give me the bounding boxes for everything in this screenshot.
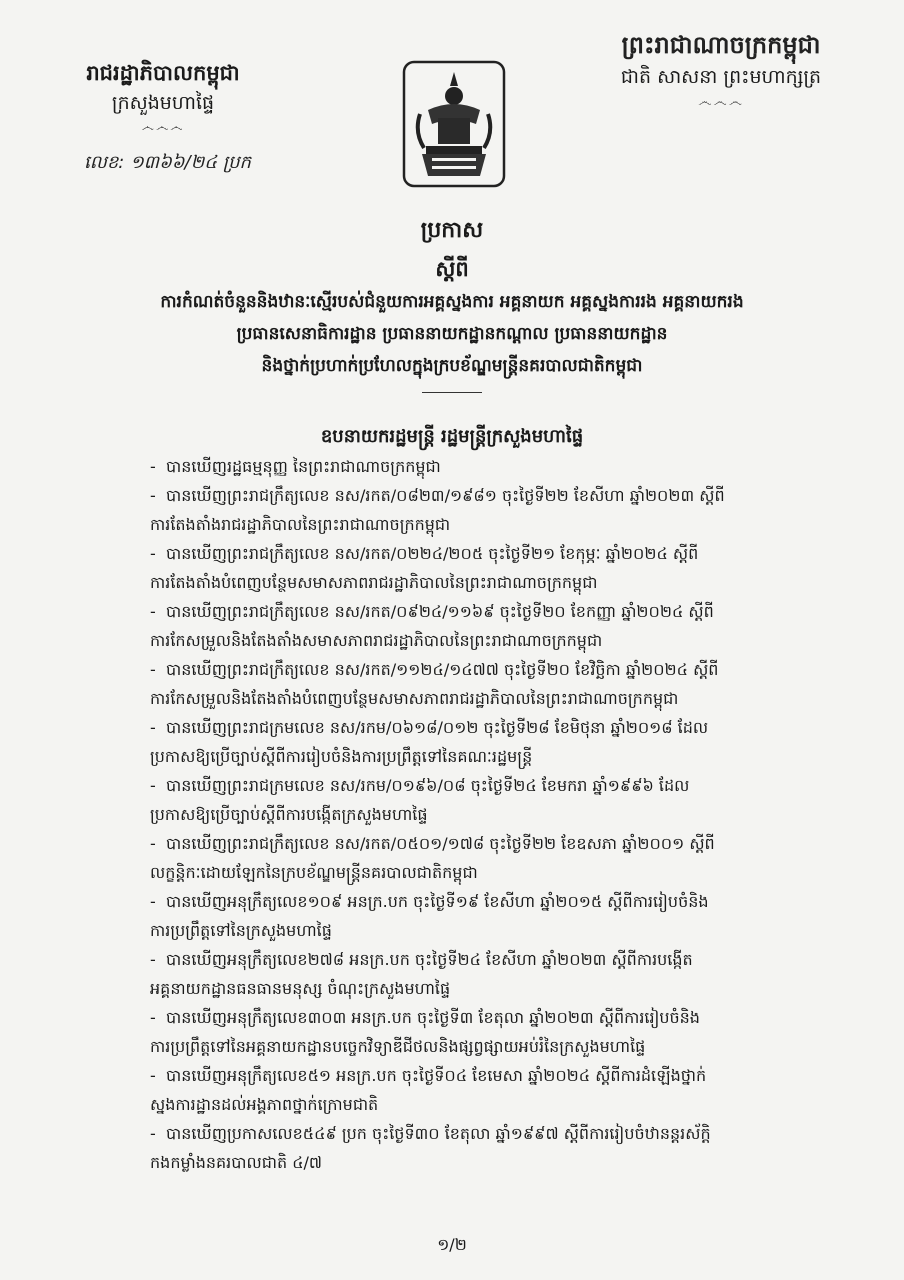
list-item: - បានឃើញប្រកាសលេខ៥៤៩ ប្រក ចុះថ្ងៃទី៣០ ខែតុលា ឆ្នាំ១៩៩៧ ស្ដីពីការរៀបចំឋានន្តរស័ក្តិ bbox=[150, 1124, 711, 1143]
list-item-continuation: អគ្គនាយកដ្ឋានធនធានមនុស្ស ចំណុះក្រសួងមហាផ្ទៃ bbox=[150, 979, 451, 998]
issuing-authority: ឧបនាយករដ្ឋមន្ត្រី រដ្ឋមន្ត្រីក្រសួងមហាផ្ទៃ bbox=[320, 426, 584, 447]
ministry-header bbox=[58, 58, 268, 135]
list-item-continuation: ការប្រព្រឹត្តទៅនៃក្រសួងមហាផ្ទៃ bbox=[150, 921, 332, 940]
list-item: - បានឃើញព្រះរាជក្រឹត្យលេខ នស/រកត/០៥០១/១៧៨ ចុះថ្ងៃទី២២ ខែឧសភា ឆ្នាំ២០០១ ស្ដីពី bbox=[150, 834, 715, 853]
ministry-name: ក្រសួងមហាផ្ទៃ bbox=[111, 92, 215, 114]
list-item: - បានឃើញព្រះរាជក្រឹត្យលេខ នស/រកត/១១២៤/១៤៧៧ ចុះថ្ងៃទី២០ ខែវិច្ឆិកា ឆ្នាំ២០២៤ ស្ដីពី bbox=[150, 660, 719, 679]
ornament-divider: ෴෴෴ bbox=[141, 120, 185, 135]
subject-line: ការកំណត់ចំនួននិងឋានៈស្មើរបស់ជំនួយការអគ្គស្នងការ អគ្គនាយក អគ្គស្នងការរង អគ្គនាយករង bbox=[160, 292, 744, 312]
subject-line: ប្រធានសេនាធិការដ្ឋាន ប្រធាននាយកដ្ឋានកណ្ដាល ប្រធាននាយកដ្ឋាន bbox=[236, 324, 668, 344]
list-item: - បានឃើញព្រះរាជក្រឹត្យលេខ នស/រកត/០២២៤/២០៥ ចុះថ្ងៃទី២១ ខែកុម្ភៈ ឆ្នាំ២០២៤ ស្ដីពី bbox=[150, 544, 699, 563]
list-item-continuation: ការកែសម្រួលនិងតែងតាំងបំពេញបន្ថែមសមាសភាពរាជរដ្ឋាភិបាលនៃព្រះរាជាណាចក្រកម្ពុជា bbox=[150, 689, 679, 708]
list-item-continuation: ប្រកាសឱ្យប្រើច្បាប់ស្ដីពីការរៀបចំនិងការប្រព្រឹត្តទៅនៃគណៈរដ្ឋមន្ត្រី bbox=[150, 747, 533, 766]
list-item: - បានឃើញព្រះរាជក្រមលេខ នស/រកម/០១៩៦/០៨ ចុះថ្ងៃទី២៤ ខែមករា ឆ្នាំ១៩៩៦ ដែល bbox=[150, 776, 690, 795]
list-item-continuation: ការប្រព្រឹត្តទៅនៃអគ្គនាយកដ្ឋានបច្ចេកវិទ្យាឌីជីថលនិងផ្សព្វផ្សាយអប់រំនៃក្រសួងមហាផ្ទៃ bbox=[150, 1037, 646, 1056]
list-item: - បានឃើញព្រះរាជក្រមលេខ នស/រកម/០៦១៨/០១២ ចុះថ្ងៃទី២៨ ខែមិថុនា ឆ្នាំ២០១៨ ដែល bbox=[150, 718, 709, 737]
subject-line: និងថ្នាក់ប្រហាក់ប្រហែលក្នុងក្របខ័ណ្ឌមន្ត្រីនគរបាលជាតិកម្ពុជា bbox=[261, 356, 643, 376]
title-block bbox=[40, 214, 864, 393]
kingdom-header bbox=[586, 28, 856, 110]
document-type: ប្រកាស bbox=[420, 218, 484, 243]
ornament-divider: ෴෴෴ bbox=[698, 94, 744, 110]
document-number: លេខ: ១៣៦៦/២៤ ប្រក bbox=[84, 152, 251, 173]
list-item-continuation: ការតែងតាំងបំពេញបន្ថែមសមាសភាពរាជរដ្ឋាភិបាលនៃព្រះរាជាណាចក្រកម្ពុជា bbox=[150, 573, 598, 592]
list-item: - បានឃើញរដ្ឋធម្មនុញ្ញ នៃព្រះរាជាណាចក្រកម្ពុជា bbox=[150, 457, 441, 476]
royal-emblem-icon bbox=[398, 58, 510, 190]
list-item-continuation: ស្នងការដ្ឋានដល់អង្គភាពថ្នាក់ក្រោមជាតិ bbox=[150, 1095, 379, 1114]
title-divider bbox=[422, 392, 482, 393]
list-item-continuation: ការតែងតាំងរាជរដ្ឋាភិបាលនៃព្រះរាជាណាចក្រកម្ពុជា bbox=[150, 515, 451, 534]
list-item: - បានឃើញអនុក្រឹត្យលេខ៣០៣ អនក្រ.បក ចុះថ្ងៃទី៣ ខែតុលា ឆ្នាំ២០២៣ ស្ដីពីការរៀបចំនិង bbox=[150, 1008, 700, 1027]
subject-label: ស្ដីពី bbox=[435, 257, 469, 281]
list-item: - បានឃើញអនុក្រឹត្យលេខ១០៩ អនក្រ.បក ចុះថ្ងៃទី១៩ ខែសីហា ឆ្នាំ២០១៥ ស្ដីពីការរៀបចំនិង bbox=[150, 892, 709, 911]
list-item: - បានឃើញអនុក្រឹត្យលេខ២៧៨ អនក្រ.បក ចុះថ្ងៃទី២៤ ខែសីហា ឆ្នាំ២០២៣ ស្ដីពីការបង្កើត bbox=[150, 950, 693, 969]
reference-list bbox=[150, 452, 870, 1177]
list-item: - បានឃើញអនុក្រឹត្យលេខ៥១ អនក្រ.បក ចុះថ្ងៃទី០៤ ខែមេសា ឆ្នាំ២០២៤ ស្ដីពីការដំឡើងថ្នាក់ bbox=[150, 1066, 707, 1085]
list-item: - បានឃើញព្រះរាជក្រឹត្យលេខ នស/រកត/០៨២៣/១៩៨១ ចុះថ្ងៃទី២២ ខែសីហា ឆ្នាំ២០២៣ ស្ដីពី bbox=[150, 486, 725, 505]
list-item-continuation: លក្ខន្តិកៈដោយឡែកនៃក្របខ័ណ្ឌមន្ត្រីនគរបាលជាតិកម្ពុជា bbox=[150, 863, 478, 882]
list-item-continuation: កងកម្លាំងនគរបាលជាតិ ៤/៧ bbox=[150, 1153, 323, 1172]
page-number: ១/២ bbox=[437, 1235, 467, 1254]
list-item-continuation: ប្រកាសឱ្យប្រើច្បាប់ស្ដីពីការបង្កើតក្រសួងមហាផ្ទៃ bbox=[150, 805, 428, 824]
government-name: រាជរដ្ឋាភិបាលកម្ពុជា bbox=[86, 61, 240, 85]
list-item: - បានឃើញព្រះរាជក្រឹត្យលេខ នស/រកត/០៩២៤/១១៦៩ ចុះថ្ងៃទី២០ ខែកញ្ញា ឆ្នាំ២០២៤ ស្ដីពី bbox=[150, 602, 714, 621]
kingdom-title: ព្រះរាជាណាចក្រកម្ពុជា bbox=[621, 31, 821, 59]
list-item-continuation: ការកែសម្រួលនិងតែងតាំងសមាសភាពរាជរដ្ឋាភិបាលនៃព្រះរាជាណាចក្រកម្ពុជា bbox=[150, 631, 603, 650]
kingdom-motto: ជាតិ សាសនា ព្រះមហាក្សត្រ bbox=[620, 66, 822, 88]
